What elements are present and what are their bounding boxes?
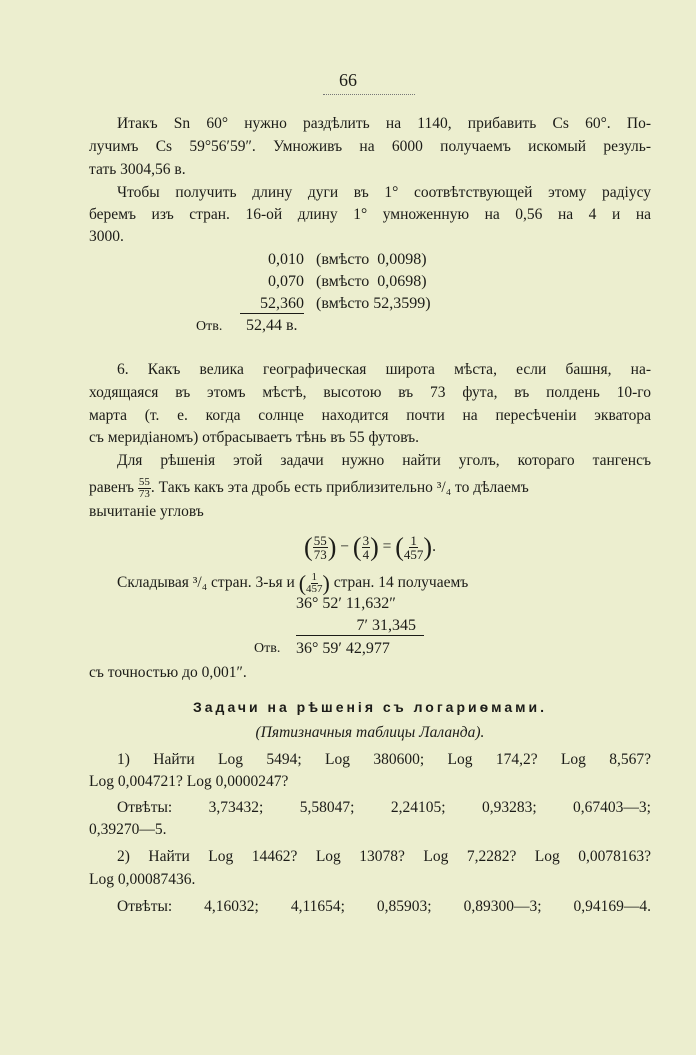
numerator: 55 <box>313 532 327 548</box>
answer-label: Отв. <box>254 641 281 656</box>
denominator: 457 <box>306 582 323 595</box>
paragraph-line: тать 3004,56 в. <box>89 161 186 178</box>
paragraph-line: беремъ изъ стран. 16-ой длину 1° умноженную на 0,56 на 4 и на <box>89 206 651 223</box>
answer-value: 36° 59′ 42,977 <box>296 640 390 657</box>
numerator: 1 <box>311 570 318 583</box>
solution-line: вычитаніе угловъ <box>89 503 204 520</box>
page-number: 66 <box>339 70 357 90</box>
formula: ( $\frac{55}{73}$ ) − ( $\frac{3}{4}$ ) = ( $\frac{1}{457}$ ). <box>304 532 436 562</box>
fraction <box>138 477 151 500</box>
angle-value: 7′ 31,345 <box>296 617 424 636</box>
answers-line: 0,39270—5. <box>89 821 167 838</box>
paragraph-line: Чтобы получить длину дуги въ 1° соотвѣтствующей этому радіусу <box>117 184 651 201</box>
numerator: 55 <box>138 476 150 488</box>
calc-note: (вмѣсто 0,0698) <box>316 273 427 290</box>
solution-line: Для рѣшенія этой задачи нужно найти уголъ, котораго тангенсъ <box>117 452 651 469</box>
solution-line <box>89 477 651 500</box>
answers-line: Отвѣты: 3,73432; 5,58047; 2,24105; 0,93283; 0,67403—3; <box>117 799 651 816</box>
calc-value: 0,010 <box>268 251 304 268</box>
problem-line: марта (т. е. когда солнце находится почти на пересѣченіи экватора <box>89 407 651 424</box>
minus-sign: − <box>340 538 350 555</box>
task-line: Log 0,004721? Log 0,0000247? <box>89 773 289 790</box>
answers-line: Отвѣты: 4,16032; 4,11654; 0,85903; 0,89300—3; 0,94169—4. <box>117 898 651 915</box>
calc-note: (вмѣсто 52,3599) <box>316 295 431 312</box>
solution-line: Складывая ³/₄ стран. 3-ья и ( $\frac{1}{457}$ ) стран. 14 получаемъ <box>117 570 469 596</box>
paragraph-line: лучимъ Cs 59°56′59″. Умноживъ на 6000 получаемъ искомый резуль- <box>89 138 651 155</box>
task-line: 2) Найти Log 14462? Log 13078? Log 7,2282? Log 0,0078163? <box>117 848 651 865</box>
numerator: 1 <box>410 532 417 548</box>
text: равенъ <box>89 479 135 497</box>
numerator: 3 <box>362 532 370 548</box>
denominator: 73 <box>313 546 327 562</box>
denominator: 457 <box>403 546 424 562</box>
section-heading: Задачи на рѣшенія съ логариѳмами. <box>193 699 547 715</box>
task-line: Log 0,00087436. <box>89 871 196 888</box>
calc-value: 0,070 <box>268 273 304 290</box>
calc-note: (вмѣсто 0,0098) <box>316 251 427 268</box>
divider <box>323 94 415 95</box>
angle-value: 36° 52′ 11,632″ <box>296 595 396 612</box>
calc-value: 52,360 <box>240 295 304 314</box>
text: Складывая ³/₄ стран. 3-ья и <box>117 574 295 591</box>
text: стран. 14 получаемъ <box>333 574 469 591</box>
problem-line: 6. Какъ велика географическая широта мѣста, если башня, на- <box>117 361 651 378</box>
equals-sign: = <box>382 538 392 555</box>
paragraph-line: 3000. <box>89 228 124 245</box>
section-subtitle: (Пятизначныя таблицы Лаланда). <box>255 724 485 741</box>
answer-label: Отв. <box>196 319 223 334</box>
problem-line: ходящаяся въ этомъ мѣстѣ, высотою въ 73 фута, въ полдень 10-го <box>89 384 651 401</box>
task-line: 1) Найти Log 5494; Log 380600; Log 174,2? Log 8,567? <box>117 751 651 768</box>
denominator: 4 <box>362 546 370 562</box>
denominator: 73 <box>138 488 150 500</box>
paragraph-line: Итакъ Sn 60° нужно раздѣлить на 1140, прибавить Cs 60°. По- <box>117 115 651 132</box>
problem-line: съ меридіаномъ) отбрасываетъ тѣнь въ 55 футовъ. <box>89 429 420 446</box>
text: . Такъ какъ эта дробь есть приблизительно ³/₄ то дѣлаемъ <box>150 479 529 497</box>
answer-value: 52,44 в. <box>246 317 298 334</box>
precision-note: съ точностью до 0,001″. <box>89 664 247 681</box>
